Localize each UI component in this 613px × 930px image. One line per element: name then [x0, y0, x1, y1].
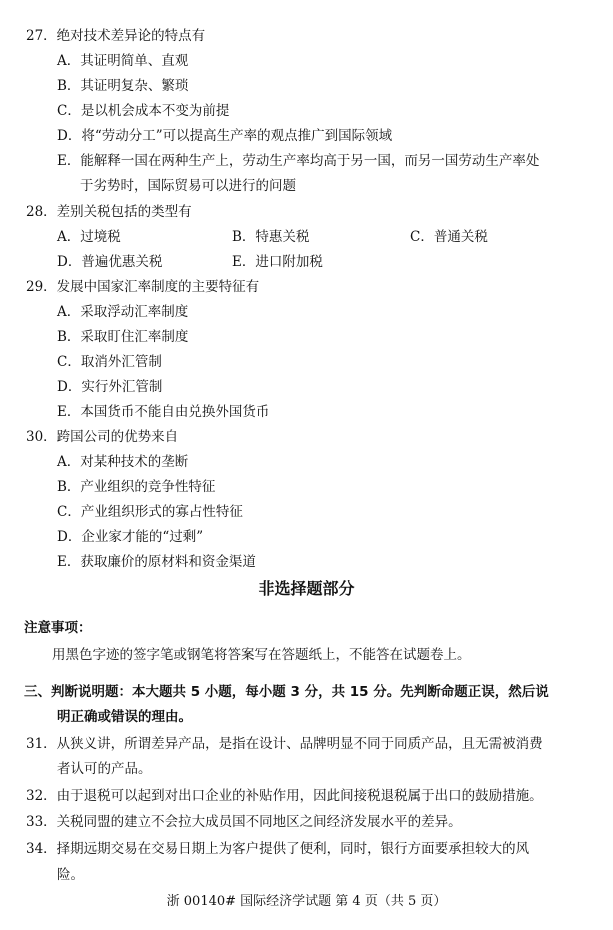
part3-heading: 三、判断说明题：本大题共 5 小题，每小题 3 分，共 15 分。先判断命题正误，然后说	[24, 684, 549, 700]
question-28-option-e: E．进口附加税	[232, 254, 323, 270]
question-29-option-c: C．取消外汇管制	[57, 354, 162, 370]
question-27-option-e-continued: 于劣势时，国际贸易可以进行的问题	[80, 178, 296, 194]
question-29-option-b: B．采取盯住汇率制度	[57, 329, 189, 345]
question-27-option-b: B．其证明复杂、繁琐	[57, 78, 189, 94]
question-34: 34．择期远期交易在交易日期上为客户提供了便利，同时，银行方面要承担较大的风	[26, 841, 530, 857]
page-footer: 浙 00140# 国际经济学试题 第 4 页（共 5 页）	[166, 894, 447, 909]
question-27-option-c: C．是以机会成本不变为前提	[57, 103, 230, 119]
question-28-stem: 28．差别关税包括的类型有	[26, 204, 192, 220]
question-28-option-a: A．过境税	[57, 229, 121, 245]
question-29-option-e: E．本国货币不能自由兑换外国货币	[57, 404, 270, 420]
question-28-option-b: B．特惠关税	[232, 229, 310, 245]
question-33: 33．关税同盟的建立不会拉大成员国不同地区之间经济发展水平的差异。	[26, 814, 462, 830]
question-30-option-e: E．获取廉价的原材料和资金渠道	[57, 554, 256, 570]
question-31: 31．从狭义讲，所谓差异产品，是指在设计、品牌明显不同于同质产品，且无需被消费	[26, 736, 543, 752]
question-27-stem: 27．绝对技术差异论的特点有	[26, 28, 206, 44]
section-title: 非选择题部分	[258, 579, 355, 598]
question-32: 32．由于退税可以起到对出口企业的补贴作用，因此间接税退税属于出口的鼓励措施。	[26, 788, 543, 804]
question-34-continued: 险。	[57, 867, 84, 883]
question-28-option-c: C．普通关税	[410, 229, 488, 245]
question-30-option-d: D．企业家才能的“过剩”	[57, 529, 204, 545]
question-27-option-e: E．能解释一国在两种生产上，劳动生产率均高于另一国，而另一国劳动生产率处	[57, 153, 540, 169]
notes-heading: 注意事项：	[24, 620, 92, 636]
question-29-option-d: D．实行外汇管制	[57, 379, 163, 395]
question-27-option-d: D．将“劳动分工”可以提高生产率的观点推广到国际领域	[57, 128, 393, 144]
part3-heading-continued: 明正确或错误的理由。	[57, 709, 192, 725]
question-28-option-d: D．普遍优惠关税	[57, 254, 163, 270]
question-30-option-b: B．产业组织的竞争性特征	[57, 479, 216, 495]
question-29-stem: 29．发展中国家汇率制度的主要特征有	[26, 279, 260, 295]
question-30-stem: 30．跨国公司的优势来自	[26, 429, 179, 445]
question-27-option-a: A．其证明简单、直观	[57, 53, 189, 69]
question-29-option-a: A．采取浮动汇率制度	[57, 304, 189, 320]
question-30-option-a: A．对某种技术的垄断	[57, 454, 189, 470]
question-30-option-c: C．产业组织形式的寡占性特征	[57, 504, 243, 520]
notes-text: 用黑色字迹的签字笔或钢笔将答案写在答题纸上，不能答在试题卷上。	[52, 647, 471, 663]
question-31-continued: 者认可的产品。	[57, 761, 152, 777]
